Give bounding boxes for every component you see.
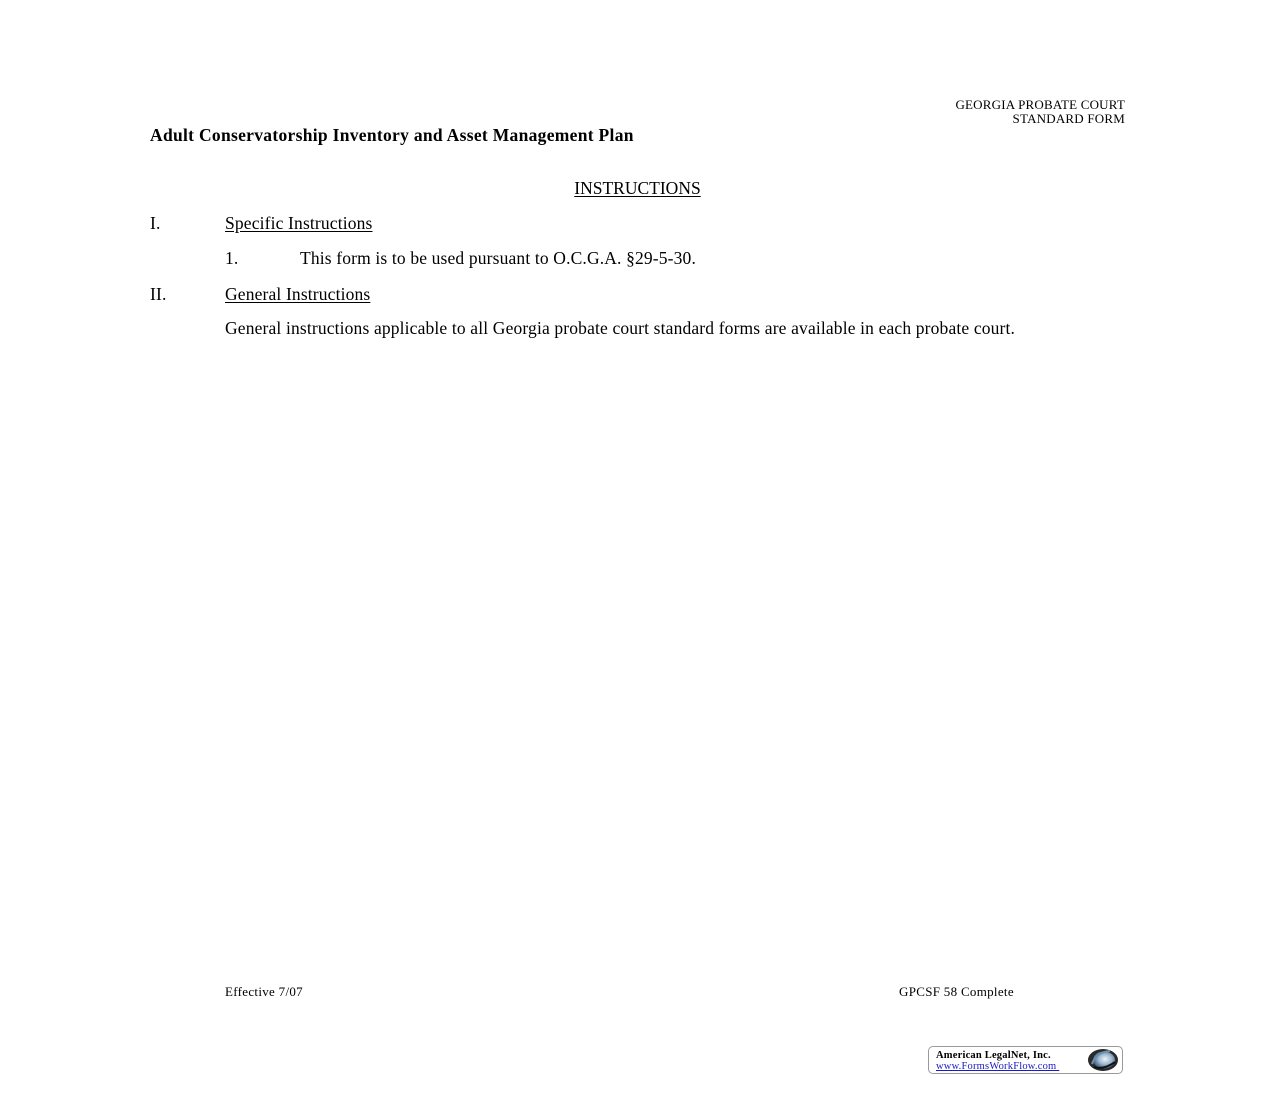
form-code: GPCSF 58 Complete bbox=[899, 984, 1014, 999]
court-header bbox=[955, 98, 1125, 126]
form-title: Adult Conservatorship Inventory and Asset Management Plan bbox=[150, 125, 634, 145]
globe-swirl-logo-icon bbox=[1084, 1048, 1120, 1072]
section-1-item-1-number: 1. bbox=[225, 248, 239, 268]
badge-company-name: American LegalNet, Inc. bbox=[936, 1050, 1051, 1061]
section-2-number: II. bbox=[150, 284, 167, 304]
effective-date: Effective 7/07 bbox=[225, 984, 303, 999]
instructions-heading: INSTRUCTIONS bbox=[574, 178, 701, 198]
standard-form-label: STANDARD FORM bbox=[1012, 111, 1125, 126]
section-1-item-1-text: This form is to be used pursuant to O.C.G.A. §29-5-30. bbox=[300, 248, 696, 268]
section-2-title: General Instructions bbox=[225, 284, 371, 304]
american-legalnet-badge[interactable] bbox=[928, 1046, 1123, 1074]
section-2-paragraph: General instructions applicable to all Georgia probate court standard forms are available in each probate court. bbox=[225, 318, 1016, 338]
section-1-title: Specific Instructions bbox=[225, 213, 373, 233]
section-1-number: I. bbox=[150, 213, 161, 233]
badge-url-link[interactable]: www.FormsWorkFlow.com bbox=[936, 1061, 1060, 1072]
court-name: GEORGIA PROBATE COURT bbox=[955, 97, 1125, 112]
